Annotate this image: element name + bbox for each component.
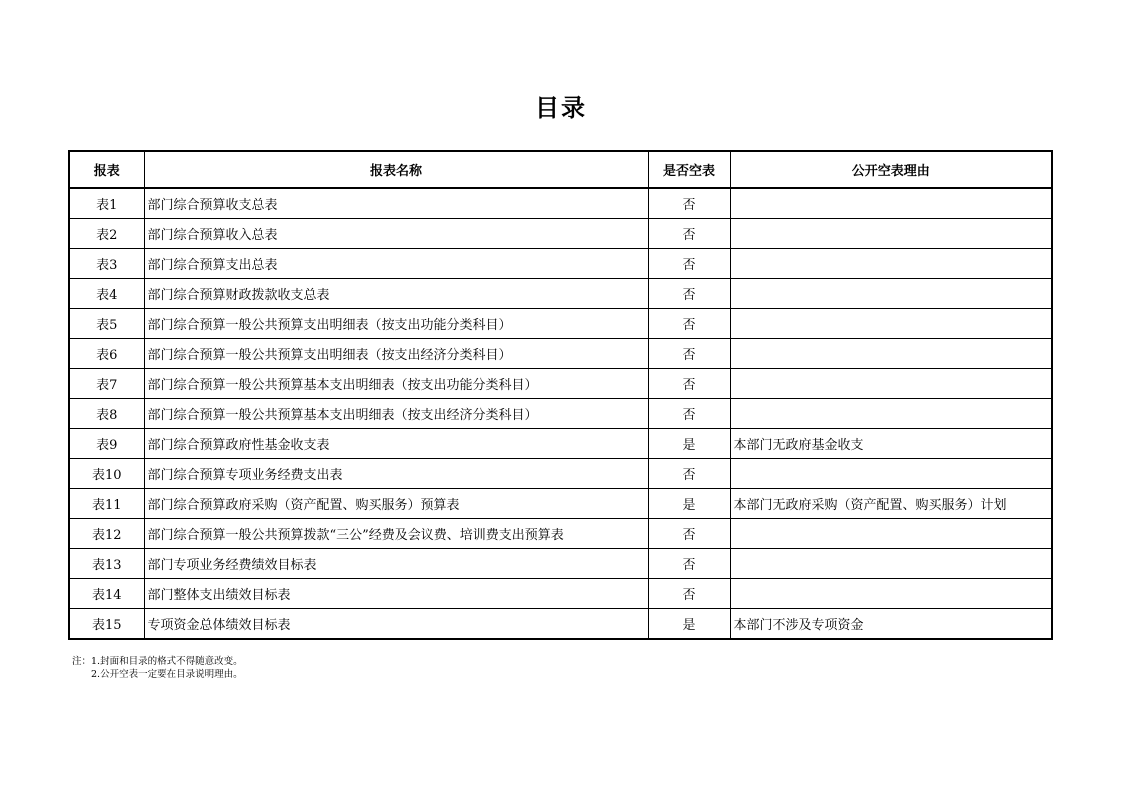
cell-report-name: 部门综合预算政府采购（资产配置、购买服务）预算表 bbox=[144, 489, 648, 519]
cell-is-empty: 否 bbox=[648, 309, 730, 339]
cell-is-empty: 否 bbox=[648, 399, 730, 429]
cell-is-empty: 否 bbox=[648, 549, 730, 579]
table-row bbox=[69, 489, 1052, 519]
cell-empty-reason bbox=[730, 549, 1052, 579]
cell-report-name: 部门综合预算收支总表 bbox=[144, 188, 648, 219]
cell-is-empty: 否 bbox=[648, 369, 730, 399]
cell-report-no: 表5 bbox=[69, 309, 144, 339]
cell-report-no: 表3 bbox=[69, 249, 144, 279]
cell-report-name: 部门综合预算支出总表 bbox=[144, 249, 648, 279]
table-row bbox=[69, 249, 1052, 279]
header-report-no: 报表 bbox=[69, 151, 144, 188]
table-row bbox=[69, 369, 1052, 399]
cell-report-no: 表7 bbox=[69, 369, 144, 399]
cell-is-empty: 是 bbox=[648, 429, 730, 459]
cell-report-name: 部门综合预算一般公共预算基本支出明细表（按支出功能分类科目） bbox=[144, 369, 648, 399]
cell-report-no: 表8 bbox=[69, 399, 144, 429]
cell-is-empty: 否 bbox=[648, 579, 730, 609]
table-row bbox=[69, 459, 1052, 489]
table-row bbox=[69, 399, 1052, 429]
cell-report-name: 部门综合预算一般公共预算基本支出明细表（按支出经济分类科目） bbox=[144, 399, 648, 429]
cell-report-no: 表15 bbox=[69, 609, 144, 640]
header-report-name: 报表名称 bbox=[144, 151, 648, 188]
catalog-table bbox=[68, 150, 1053, 640]
header-is-empty: 是否空表 bbox=[648, 151, 730, 188]
table-row bbox=[69, 579, 1052, 609]
table-row bbox=[69, 279, 1052, 309]
table-row bbox=[69, 519, 1052, 549]
cell-empty-reason bbox=[730, 459, 1052, 489]
table-row bbox=[69, 429, 1052, 459]
footnote-1: 注：1.封面和目录的格式不得随意改变。 bbox=[72, 656, 243, 667]
cell-empty-reason bbox=[730, 188, 1052, 219]
footnote-2: 2.公开空表一定要在目录说明理由。 bbox=[91, 669, 243, 680]
cell-empty-reason bbox=[730, 249, 1052, 279]
page-title: 目录 bbox=[535, 93, 587, 122]
cell-is-empty: 否 bbox=[648, 279, 730, 309]
cell-report-no: 表6 bbox=[69, 339, 144, 369]
cell-report-name: 部门综合预算一般公共预算拨款“三公”经费及会议费、培训费支出预算表 bbox=[144, 519, 648, 549]
cell-empty-reason bbox=[730, 279, 1052, 309]
table-row bbox=[69, 188, 1052, 219]
cell-is-empty: 否 bbox=[648, 249, 730, 279]
cell-report-name: 部门综合预算政府性基金收支表 bbox=[144, 429, 648, 459]
cell-report-name: 部门综合预算一般公共预算支出明细表（按支出功能分类科目） bbox=[144, 309, 648, 339]
cell-report-no: 表13 bbox=[69, 549, 144, 579]
cell-report-name: 部门专项业务经费绩效目标表 bbox=[144, 549, 648, 579]
table-row bbox=[69, 219, 1052, 249]
table-row bbox=[69, 309, 1052, 339]
cell-empty-reason: 本部门无政府采购（资产配置、购买服务）计划 bbox=[730, 489, 1052, 519]
table-row bbox=[69, 549, 1052, 579]
cell-report-no: 表1 bbox=[69, 188, 144, 219]
cell-report-name: 部门综合预算收入总表 bbox=[144, 219, 648, 249]
cell-is-empty: 是 bbox=[648, 609, 730, 640]
cell-report-no: 表14 bbox=[69, 579, 144, 609]
cell-report-no: 表4 bbox=[69, 279, 144, 309]
cell-is-empty: 否 bbox=[648, 459, 730, 489]
cell-report-no: 表11 bbox=[69, 489, 144, 519]
cell-is-empty: 是 bbox=[648, 489, 730, 519]
table-header-row bbox=[69, 151, 1052, 188]
cell-empty-reason bbox=[730, 309, 1052, 339]
cell-report-no: 表2 bbox=[69, 219, 144, 249]
cell-is-empty: 否 bbox=[648, 519, 730, 549]
cell-empty-reason bbox=[730, 339, 1052, 369]
cell-report-name: 部门整体支出绩效目标表 bbox=[144, 579, 648, 609]
cell-empty-reason: 本部门无政府基金收支 bbox=[730, 429, 1052, 459]
cell-report-no: 表10 bbox=[69, 459, 144, 489]
cell-is-empty: 否 bbox=[648, 219, 730, 249]
footnotes bbox=[72, 655, 243, 681]
cell-empty-reason bbox=[730, 399, 1052, 429]
cell-is-empty: 否 bbox=[648, 188, 730, 219]
header-empty-reason: 公开空表理由 bbox=[730, 151, 1052, 188]
table-row bbox=[69, 339, 1052, 369]
cell-report-name: 部门综合预算财政拨款收支总表 bbox=[144, 279, 648, 309]
cell-report-no: 表9 bbox=[69, 429, 144, 459]
cell-empty-reason bbox=[730, 579, 1052, 609]
cell-empty-reason bbox=[730, 219, 1052, 249]
cell-empty-reason bbox=[730, 369, 1052, 399]
cell-report-name: 部门综合预算专项业务经费支出表 bbox=[144, 459, 648, 489]
cell-report-name: 专项资金总体绩效目标表 bbox=[144, 609, 648, 640]
cell-empty-reason: 本部门不涉及专项资金 bbox=[730, 609, 1052, 640]
cell-empty-reason bbox=[730, 519, 1052, 549]
cell-report-no: 表12 bbox=[69, 519, 144, 549]
table-row bbox=[69, 609, 1052, 640]
cell-is-empty: 否 bbox=[648, 339, 730, 369]
table-body bbox=[69, 188, 1052, 639]
cell-report-name: 部门综合预算一般公共预算支出明细表（按支出经济分类科目） bbox=[144, 339, 648, 369]
